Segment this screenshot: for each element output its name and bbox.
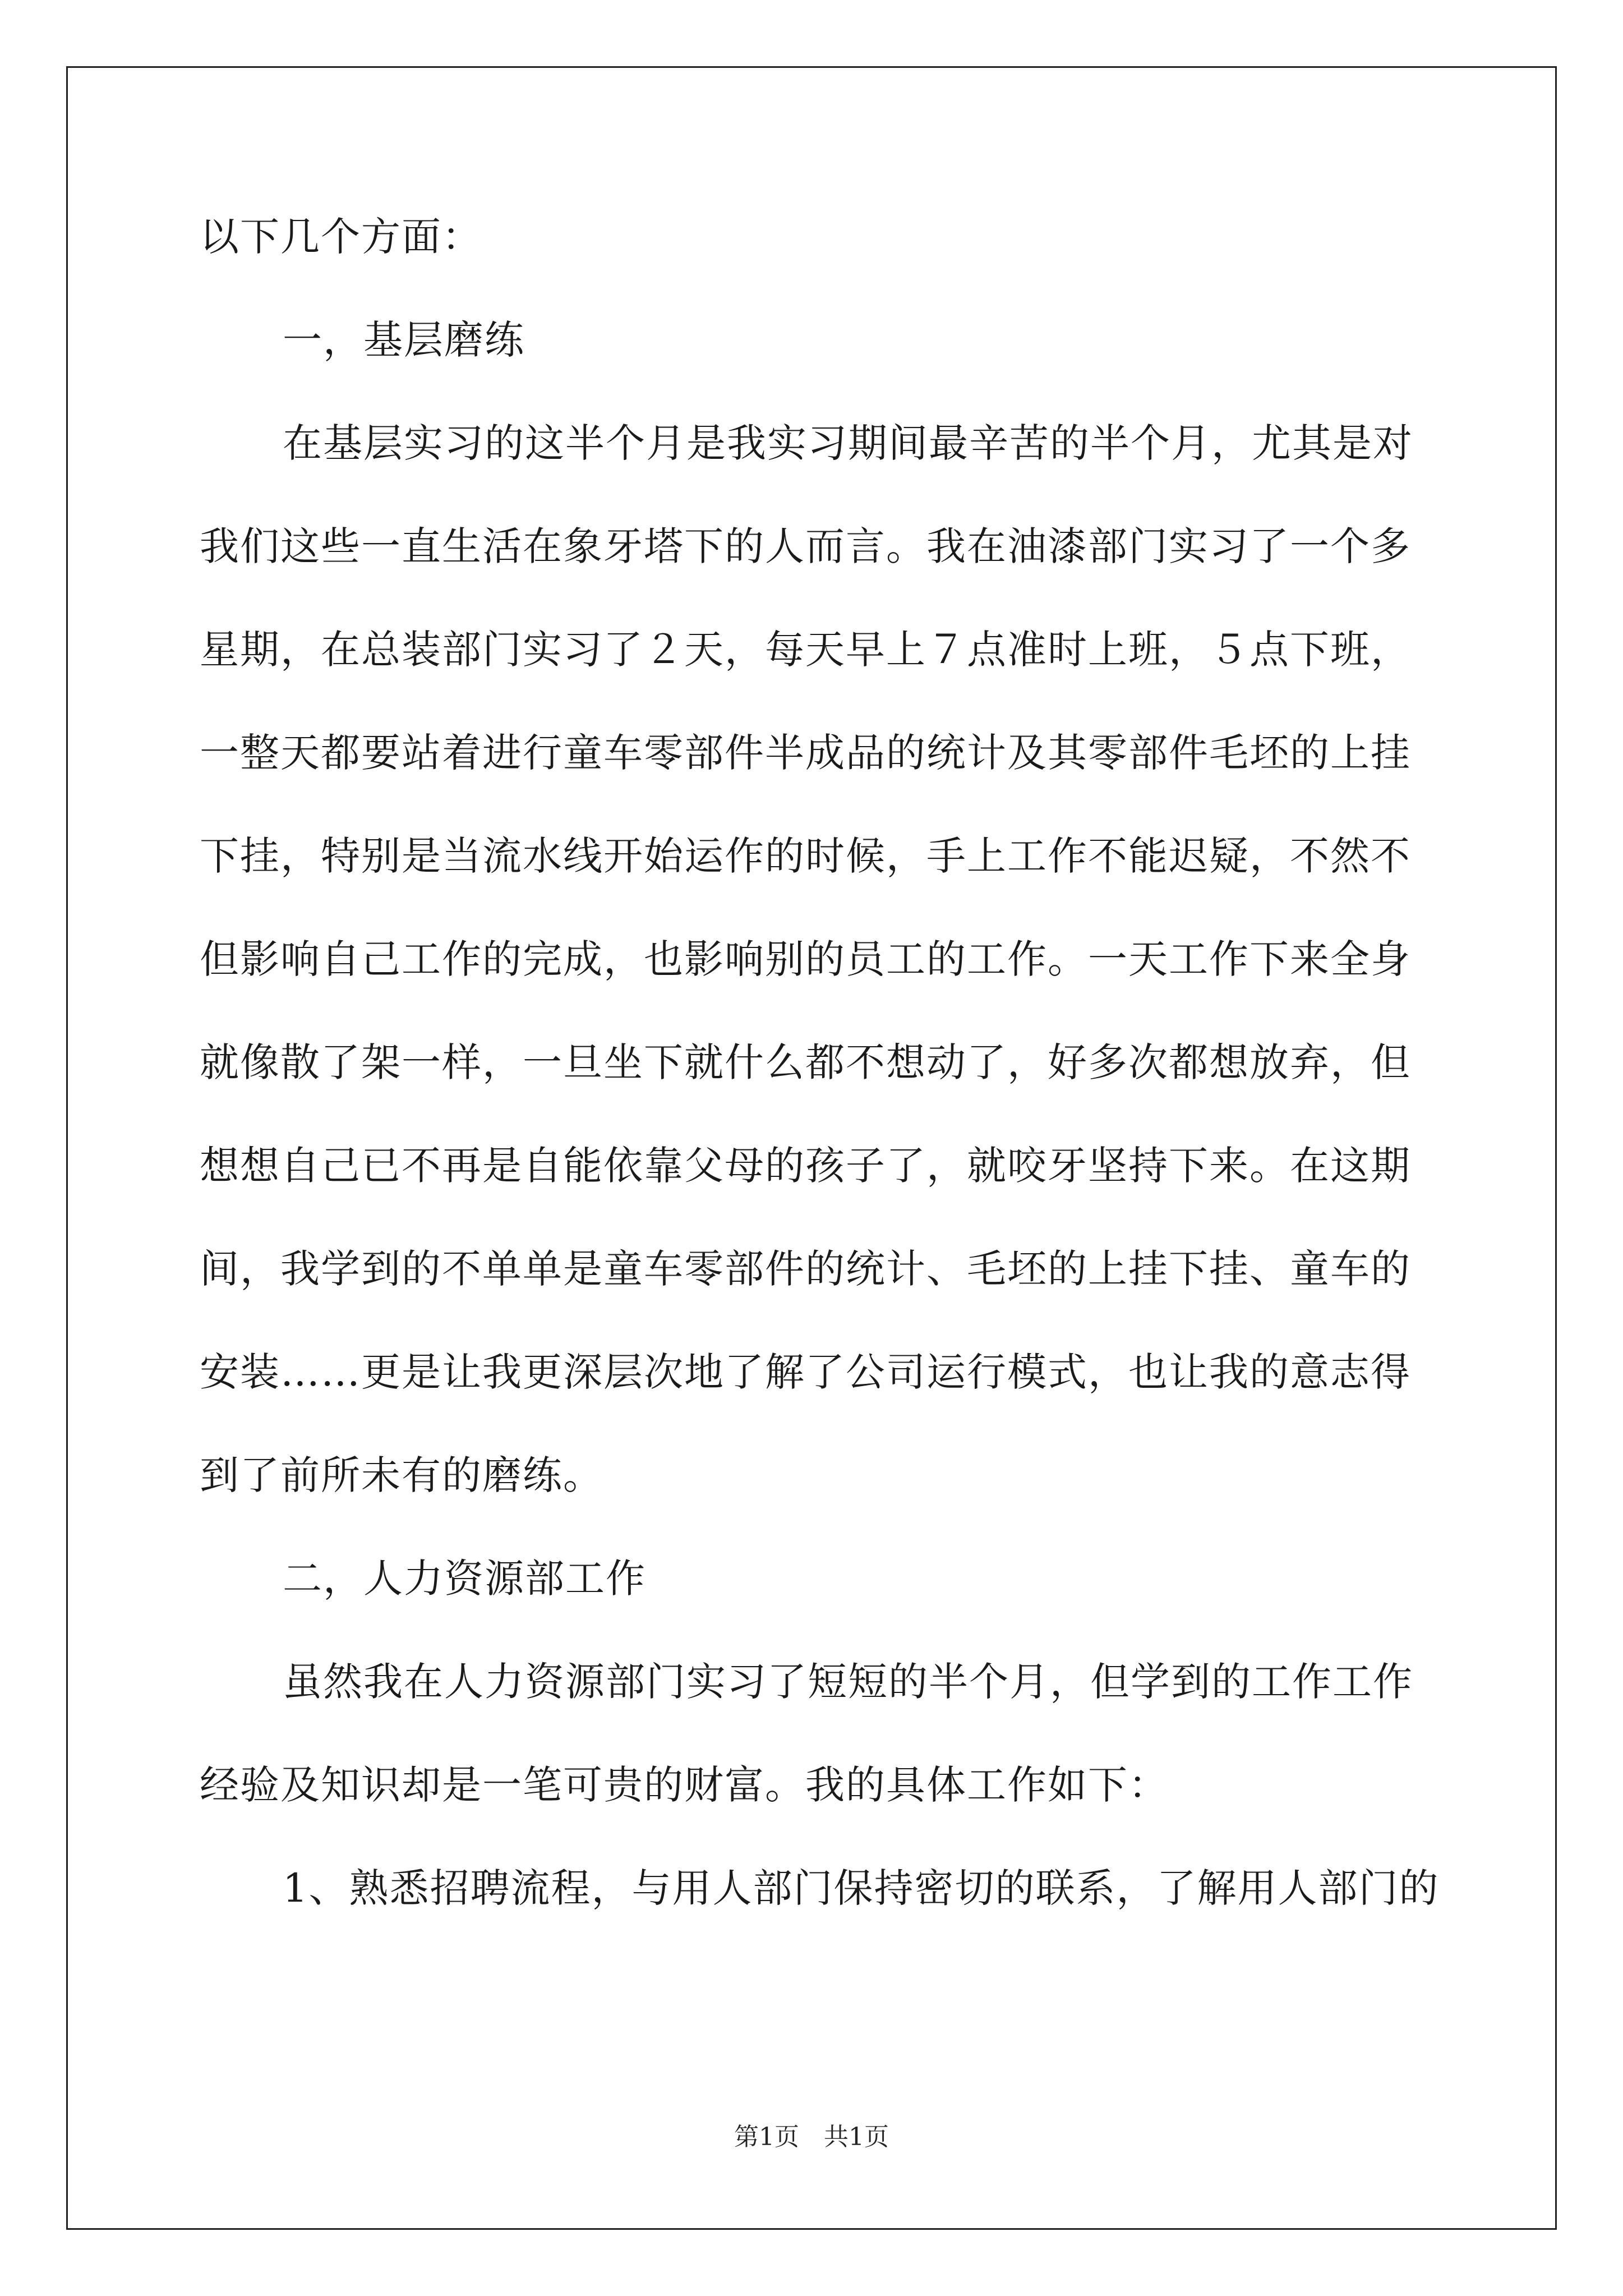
text-line: 下挂，特别是当流水线开始运作的时候，手上工作不能迟疑，不然不 xyxy=(200,833,1411,879)
text-line: 就像散了架一样，一旦坐下就什么都不想动了，好多次都想放弃，但 xyxy=(200,1039,1411,1085)
text-line: 想想自己已不再是自能依靠父母的孩子了，就咬牙坚持下来。在这期 xyxy=(200,1143,1411,1189)
text-line: 间，我学到的不单单是童车零部件的统计、毛坯的上挂下挂、童车的 xyxy=(200,1246,1411,1292)
text-line: 但影响自己工作的完成，也影响别的员工的工作。一天工作下来全身 xyxy=(200,936,1411,982)
text-line: 安装……更是让我更深层次地了解了公司运行模式，也让我的意志得 xyxy=(200,1349,1411,1395)
page-number-footer: 第1页 共1页 xyxy=(734,2123,889,2151)
text-line: 在基层实习的这半个月是我实习期间最辛苦的半个月，尤其是对 xyxy=(283,420,1413,466)
text-line: 虽然我在人力资源部门实习了短短的半个月，但学到的工作工作 xyxy=(283,1659,1413,1705)
text-line: 1、熟悉招聘流程，与用人部门保持密切的联系，了解用人部门的 xyxy=(283,1865,1440,1911)
text-line: 到了前所未有的磨练。 xyxy=(200,1452,603,1498)
text-line: 我们这些一直生活在象牙塔下的人而言。我在油漆部门实习了一个多 xyxy=(200,523,1411,569)
section-heading: 一，基层磨练 xyxy=(283,317,525,363)
text-line: 星期，在总装部门实习了２天，每天早上７点准时上班，５点下班， xyxy=(200,627,1411,673)
document-body xyxy=(200,185,1440,1940)
text-line: 一整天都要站着进行童车零部件半成品的统计及其零部件毛坯的上挂 xyxy=(200,730,1411,776)
text-line: 经验及知识却是一笔可贵的财富。我的具体工作如下： xyxy=(200,1762,1169,1808)
section-heading: 二，人力资源部工作 xyxy=(283,1556,646,1602)
text-line: 以下几个方面： xyxy=(200,214,482,260)
